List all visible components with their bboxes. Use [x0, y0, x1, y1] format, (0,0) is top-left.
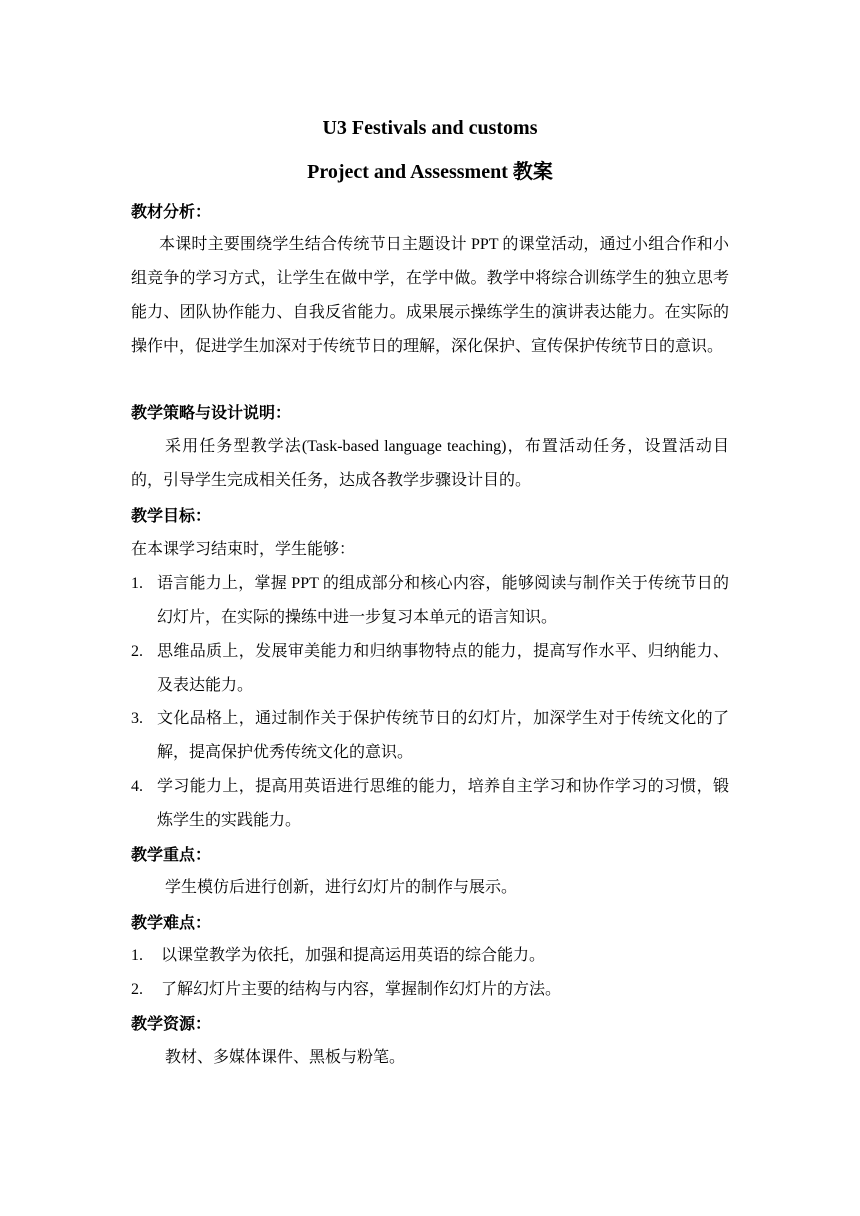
- objective-item-3: [131, 702, 729, 770]
- list-number: 2.: [131, 643, 143, 660]
- strategy-heading: 教学策略与设计说明：: [131, 405, 292, 422]
- list-text: 语言能力上，掌握 PPT 的组成部分和核心内容，能够阅读与制作关于传统节日的幻灯片，在实际的操练中进一步复习本单元的语言知识。: [157, 575, 729, 626]
- list-text: 文化品格上，通过制作关于保护传统节日的幻灯片，加深学生对于传统文化的了解，提高保护优秀传统文化的意识。: [157, 710, 729, 761]
- list-number: 3.: [131, 710, 143, 727]
- document-subtitle: Project and Assessment 教案: [307, 161, 553, 183]
- objectives-heading: 教学目标：: [131, 508, 212, 525]
- key-points-heading: 教学重点：: [131, 847, 212, 864]
- objective-item-2: [131, 635, 729, 703]
- document-title: U3 Festivals and customs: [322, 117, 538, 139]
- list-text: 了解幻灯片主要的结构与内容，掌握制作幻灯片的方法。: [161, 981, 562, 998]
- difficulties-heading: 教学难点：: [131, 915, 212, 932]
- list-number: 4.: [131, 778, 143, 795]
- difficulty-item-1: [131, 939, 729, 973]
- list-text: 学习能力上，提高用英语进行思维的能力，培养自主学习和协作学习的习惯，锻炼学生的实践能力。: [157, 778, 729, 829]
- key-points-paragraph: 学生模仿后进行创新，进行幻灯片的制作与展示。: [165, 879, 518, 896]
- materials-heading: 教材分析：: [131, 204, 212, 221]
- strategy-paragraph: 采用任务型教学法(Task-based language teaching)，布置活动任务，设置活动目的，引导学生完成相关任务，达成各教学步骤设计目的。: [131, 438, 729, 489]
- list-number: 2.: [131, 981, 143, 998]
- difficulty-item-2: [131, 973, 729, 1007]
- materials-paragraph: 本课时主要围绕学生结合传统节日主题设计 PPT 的课堂活动，通过小组合作和小组竞争的学习方式，让学生在做中学，在学中做。教学中将综合训练学生的独立思考能力、团队协作能力、自我反省能力。成果展示操练学生的演讲表达能力。在实际的操作中，促进学生加深对于传统节日的理解，深化保护、宣传保护传统节日的意识。: [131, 236, 729, 355]
- resources-heading: 教学资源：: [131, 1016, 212, 1033]
- list-text: 思维品质上，发展审美能力和归纳事物特点的能力，提高写作水平、归纳能力、及表达能力。: [157, 643, 729, 694]
- resources-paragraph: 教材、多媒体课件、黑板与粉笔。: [165, 1049, 406, 1066]
- objective-item-4: [131, 770, 729, 838]
- list-text: 以课堂教学为依托，加强和提高运用英语的综合能力。: [161, 947, 546, 964]
- objectives-intro: 在本课学习结束时，学生能够：: [131, 541, 356, 558]
- list-number: 1.: [131, 575, 143, 592]
- objective-item-1: [131, 567, 729, 635]
- list-number: 1.: [131, 947, 143, 964]
